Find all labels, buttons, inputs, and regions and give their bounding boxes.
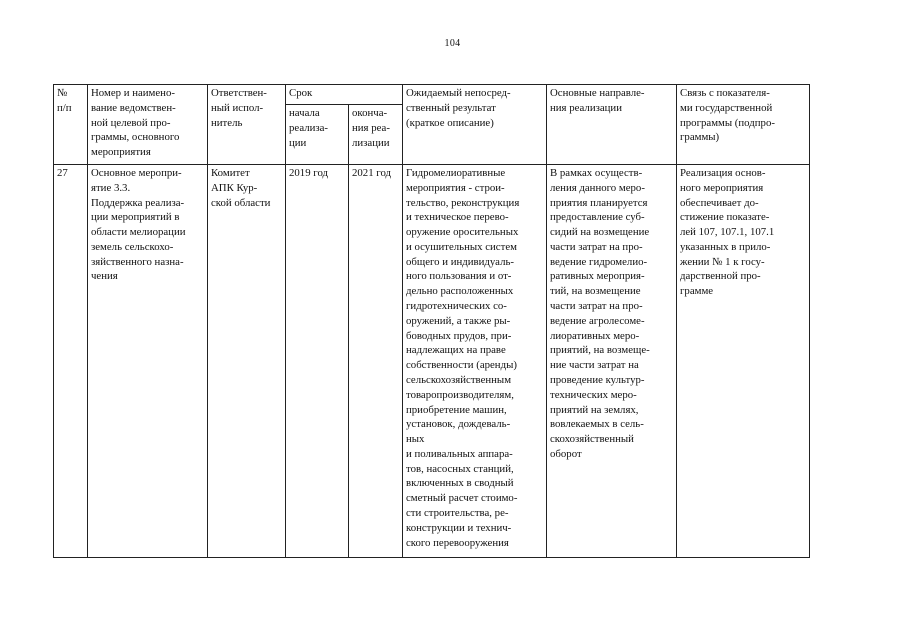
measures-table (53, 84, 810, 558)
row-link: Реализация основ- ного мероприятия обеспечивает до- стижение показате- лей 107, 107.1, 107.1 указанных в прило- жении № 1 к госу- дарственной про- грамме (677, 165, 810, 558)
header-term: Срок (286, 85, 403, 105)
page-number: 104 (444, 38, 461, 49)
row-name: Основное меропри- ятие 3.3. Поддержка реализа- ции мероприятий в области мелиорации земель сельскохо- зяйственного назна- чения (88, 165, 208, 558)
header-responsible: Ответствен- ный испол- нитель (208, 85, 286, 165)
header-term-end: оконча- ния реа- лизации (349, 105, 403, 165)
row-directions: В рамках осуществ- ления данного меро- приятия планируется предоставление суб- сидий на возмещение части затрат на про- ведение гидромелио- ративных мероприя- тий, на возмещение части затрат на про- ведение агролесоме- лиоративных меро- приятий, на возмеще- ние части затрат на проведение культур- технических меро- приятий на землях, вовлекаемых в сель- скохозяйственный оборот (547, 165, 677, 558)
header-directions: Основные направле- ния реализации (547, 85, 677, 165)
table-row (54, 165, 810, 558)
header-row (54, 85, 810, 105)
row-num: 27 (54, 165, 88, 558)
header-term-start: начала реализа- ции (286, 105, 349, 165)
row-start: 2019 год (286, 165, 349, 558)
header-link: Связь с показателя- ми государственной программы (подпро- граммы) (677, 85, 810, 165)
header-result: Ожидаемый непосред- ственный результат (краткое описание) (403, 85, 547, 165)
header-num: № п/п (54, 85, 88, 165)
row-end: 2021 год (349, 165, 403, 558)
row-result: Гидромелиоративные мероприятия - строи- тельство, реконструкция и техническое перево- оружение оросительных и осушительных систем общего и индивидуаль- ного пользования и от- дельно расположенных гидротехнических со- оружений, а также ры- боводных прудов, при- надлежащих на праве собственности (аренды) сельскохозяйственным товаропроизводителям, приобретение машин, установок, дождеваль- ных и поливальных аппара- тов, насосных станций, включенных в сводный сметный расчет стоимо- сти строительства, ре- конструкции и технич- ского перевооружения (403, 165, 547, 558)
row-responsible: Комитет АПК Кур- ской области (208, 165, 286, 558)
header-name: Номер и наимено- вание ведомствен- ной целевой про- граммы, основного мероприятия (88, 85, 208, 165)
